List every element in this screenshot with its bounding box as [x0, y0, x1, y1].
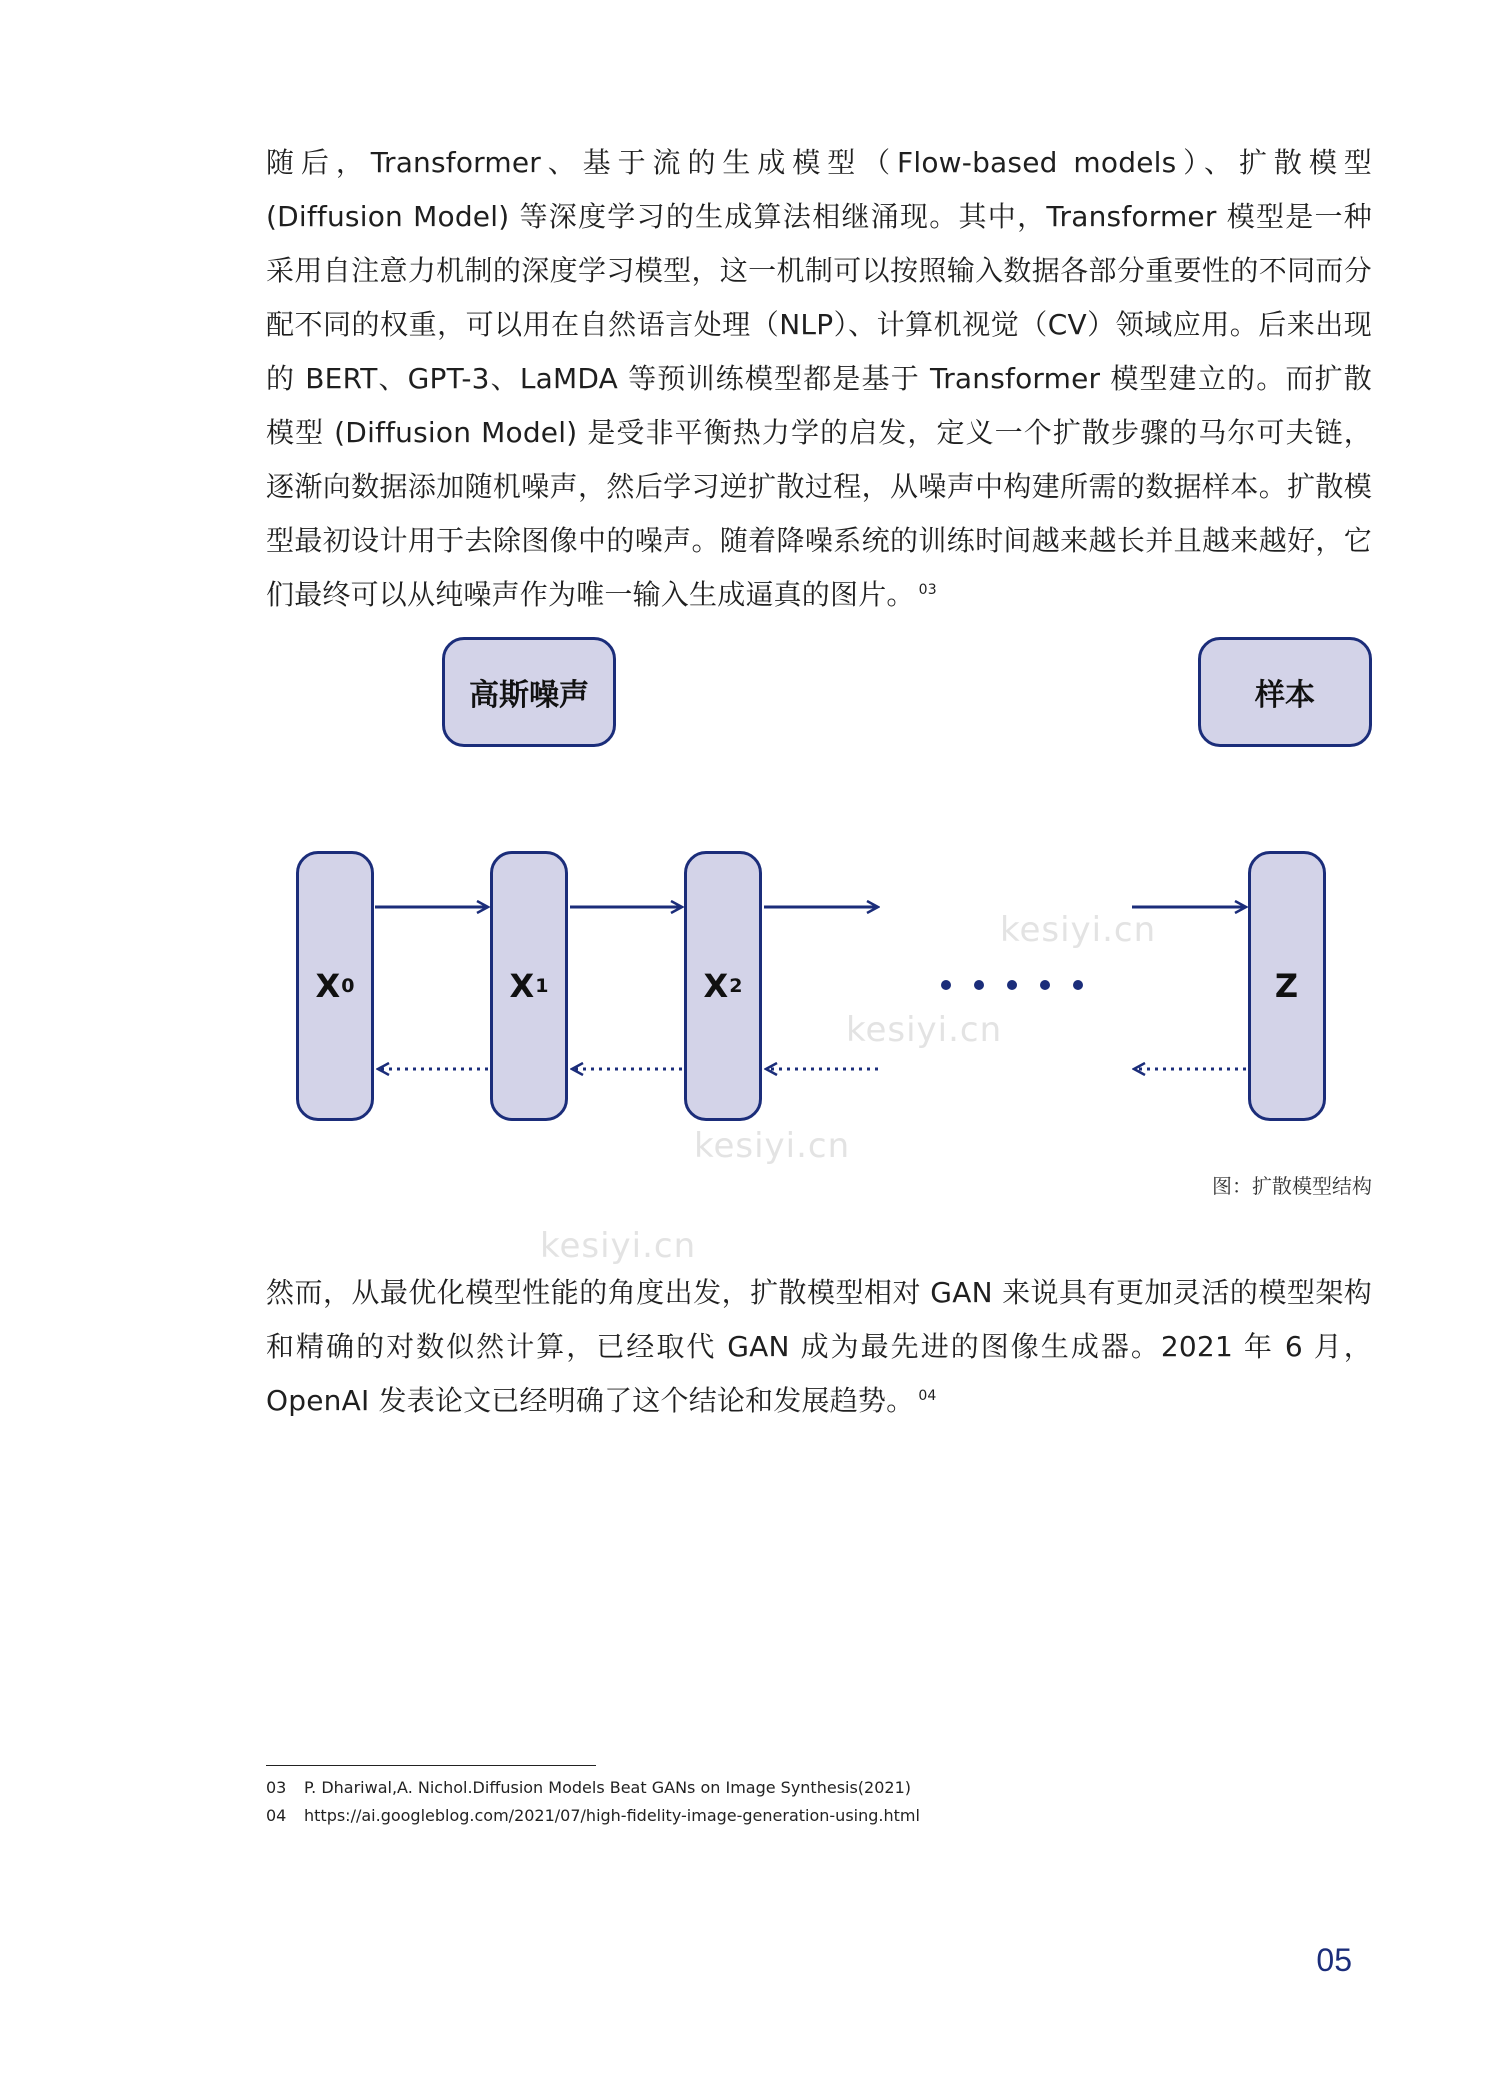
- footnote-ref-04: 04: [918, 1387, 937, 1404]
- watermark-text: kesiyi.cn: [540, 1226, 697, 1266]
- node-letter: X: [703, 967, 729, 1005]
- footnote-03: [266, 1778, 911, 1797]
- node-subscript: 1: [535, 975, 549, 997]
- footnote-number: 03: [266, 1778, 287, 1797]
- body-paragraph-2: [266, 1266, 1372, 1428]
- node-subscript: 2: [729, 975, 743, 997]
- paragraph-2-text: 然而，从最优化模型性能的角度出发，扩散模型相对 GAN 来说具有更加灵活的模型架构和精确的对数似然计算，已经取代 GAN 成为最先进的图像生成器。2021 年 6 月，OpenAI 发表论文已经明确了这个结论和发展趋势。: [266, 1276, 1372, 1417]
- body-paragraph-1: [266, 136, 1372, 622]
- footnote-text: P. Dhariwal,A. Nichol.Diffusion Models Beat GANs on Image Synthesis(2021): [304, 1778, 912, 1797]
- watermark-text: kesiyi.cn: [846, 1010, 1003, 1050]
- node-z: [1248, 851, 1326, 1121]
- node-x2: [684, 851, 762, 1121]
- footnote-divider: [266, 1765, 596, 1766]
- footnote-number: 04: [266, 1806, 287, 1825]
- ellipsis-dot: [1007, 980, 1017, 990]
- node-subscript: 0: [341, 975, 355, 997]
- ellipsis-dot: [1040, 980, 1050, 990]
- gaussian-noise-box: 高斯噪声: [442, 637, 616, 747]
- paragraph-1-text: 随后，Transformer、基于流的生成模型（Flow-based models）、扩散模型 (Diffusion Model) 等深度学习的生成算法相继涌现。其中，Transformer 模型是一种采用自注意力机制的深度学习模型，这一机制可以按照输入数据各部分重要性的不同而分配不同的权重，可以用在自然语言处理（NLP）、计算机视觉（CV）领域应用。后来出现的 BERT、GPT-3、LaMDA 等预训练模型都是基于 Transformer 模型建立的。而扩散模型 (Diffusion Model) 是受非平衡热力学的启发，定义一个扩散步骤的马尔可夫链，逐渐向数据添加随机噪声，然后学习逆扩散过程，从噪声中构建所需的数据样本。扩散模型最初设计用于去除图像中的噪声。随着降噪系统的训练时间越来越长并且越来越好，它们最终可以从纯噪声作为唯一输入生成逼真的图片。: [266, 146, 1372, 611]
- watermark-text: kesiyi.cn: [694, 1126, 851, 1166]
- footnote-04: [266, 1806, 920, 1825]
- node-letter: X: [509, 967, 535, 1005]
- node-letter: Z: [1274, 967, 1299, 1005]
- figure-caption: 图：扩散模型结构: [1212, 1174, 1372, 1198]
- footnote-text: https://ai.googleblog.com/2021/07/high-fidelity-image-generation-using.html: [304, 1806, 920, 1825]
- node-x1: [490, 851, 568, 1121]
- watermark-text: kesiyi.cn: [1000, 910, 1157, 950]
- page-number: 05: [1316, 1942, 1352, 1978]
- node-x0: [296, 851, 374, 1121]
- ellipsis-dot: [974, 980, 984, 990]
- ellipsis-dot: [941, 980, 951, 990]
- ellipsis-dot: [1073, 980, 1083, 990]
- footnote-ref-03: 03: [918, 581, 937, 598]
- node-letter: X: [315, 967, 341, 1005]
- sample-box: 样本: [1198, 637, 1372, 747]
